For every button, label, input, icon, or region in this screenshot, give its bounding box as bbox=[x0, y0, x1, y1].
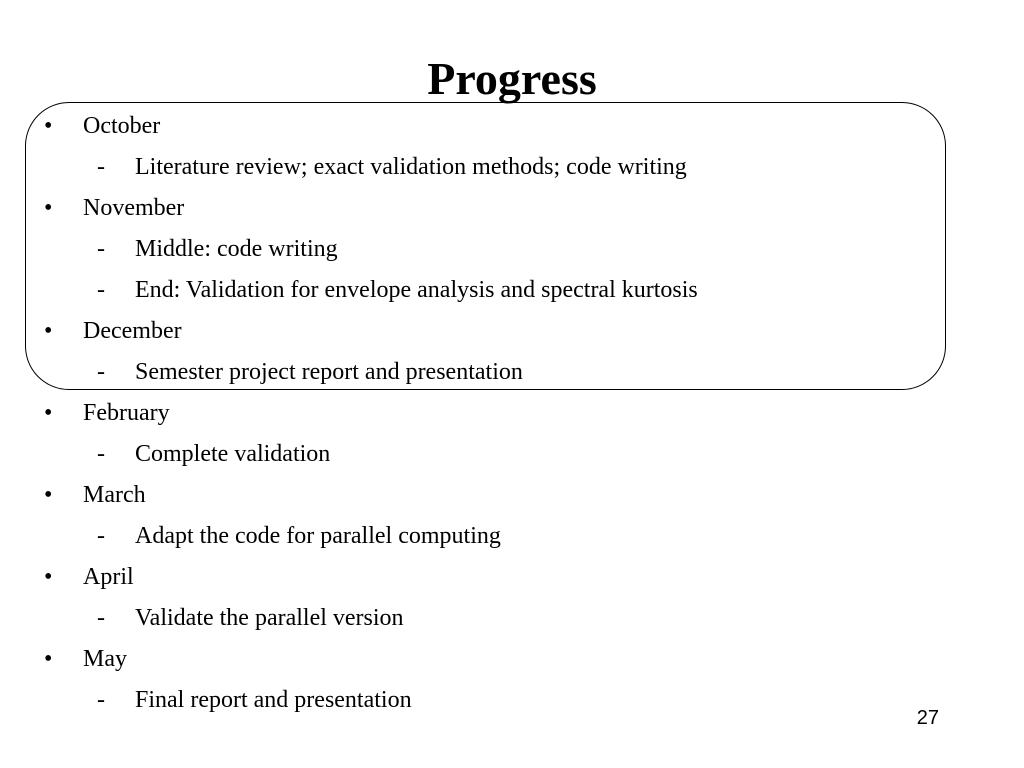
list-item-text: Complete validation bbox=[135, 441, 331, 467]
list-item-text: March bbox=[83, 482, 146, 508]
slide-title: Progress bbox=[427, 53, 597, 104]
dash-marker: - bbox=[97, 523, 105, 549]
list-item-text: Semester project report and presentation bbox=[135, 359, 523, 385]
list-item-text: Final report and presentation bbox=[135, 687, 412, 713]
list-item-text: December bbox=[83, 318, 182, 344]
list-item-text: Literature review; exact validation methods; code writing bbox=[135, 154, 687, 180]
list-item-text: Middle: code writing bbox=[135, 236, 338, 262]
dash-marker: - bbox=[97, 359, 105, 385]
list-item-text: Validate the parallel version bbox=[135, 605, 404, 631]
dash-marker: - bbox=[97, 154, 105, 180]
list-item-text: February bbox=[83, 400, 170, 426]
list-item-text: April bbox=[83, 564, 134, 590]
dash-marker: - bbox=[97, 441, 105, 467]
bullet-marker: • bbox=[44, 646, 53, 672]
page-number: 27 bbox=[916, 707, 939, 729]
list-item-text: Adapt the code for parallel computing bbox=[135, 523, 501, 549]
dash-marker: - bbox=[97, 605, 105, 631]
list-item-text: November bbox=[83, 195, 185, 221]
list-item-text: October bbox=[83, 113, 161, 139]
bullet-marker: • bbox=[44, 195, 53, 221]
bullet-marker: • bbox=[44, 113, 53, 139]
bullet-marker: • bbox=[44, 318, 53, 344]
dash-marker: - bbox=[97, 277, 105, 303]
dash-marker: - bbox=[97, 236, 105, 262]
dash-marker: - bbox=[97, 687, 105, 713]
list-item-text: May bbox=[83, 646, 127, 672]
bullet-marker: • bbox=[44, 564, 53, 590]
bullet-marker: • bbox=[44, 400, 53, 426]
list-item-text: End: Validation for envelope analysis and spectral kurtosis bbox=[135, 277, 698, 303]
bullet-marker: • bbox=[44, 482, 53, 508]
